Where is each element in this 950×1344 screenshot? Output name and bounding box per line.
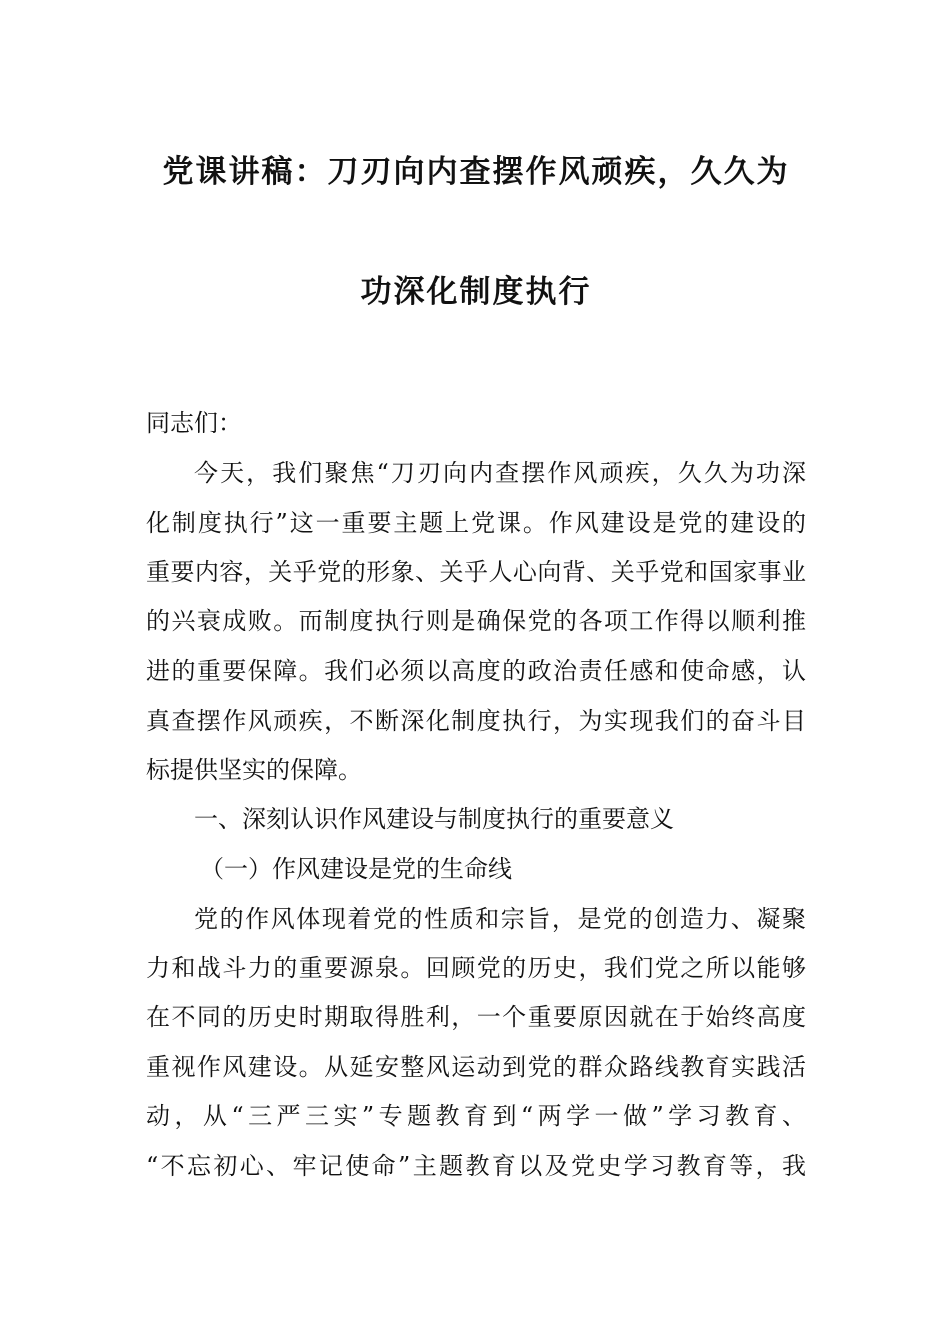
intro-line-2: 化制度执行”这一重要主题上党课。作风建设是党的建设的 [146, 509, 806, 537]
intro-line-7: 标提供坚实的保障。 [146, 756, 362, 784]
intro-line-1: 今天，我们聚焦“刀刃向内查摆作风顽疾，久久为功深 [194, 459, 806, 487]
subsection-heading: （一）作风建设是党的生命线 [200, 855, 512, 883]
intro-line-5: 进的重要保障。我们必须以高度的政治责任感和使命感，认 [146, 657, 806, 685]
body-line-5: 动，从“三严三实”专题教育到“两学一做”学习教育、 [146, 1102, 806, 1130]
document-title-line-1: 党课讲稿：刀刃向内查摆作风顽疾，久久为 [162, 154, 790, 190]
section-heading: 一、深刻认识作风建设与制度执行的重要意义 [194, 805, 674, 833]
body-line-4: 重视作风建设。从延安整风运动到党的群众路线教育实践活 [146, 1053, 806, 1081]
body-line-3: 在不同的历史时期取得胜利，一个重要原因就在于始终高度 [146, 1003, 806, 1031]
document-title-line-2: 功深化制度执行 [360, 274, 592, 310]
intro-line-6: 真查摆作风顽疾，不断深化制度执行，为实现我们的奋斗目 [146, 707, 806, 735]
intro-line-3: 重要内容，关乎党的形象、关乎人心向背、关乎党和国家事业 [146, 558, 806, 586]
salutation: 同志们： [146, 409, 242, 437]
body-line-2: 力和战斗力的重要源泉。回顾党的历史，我们党之所以能够 [146, 954, 806, 982]
body-line-6: “不忘初心、牢记使命”主题教育以及党史学习教育等，我 [146, 1152, 806, 1180]
intro-line-4: 的兴衰成败。而制度执行则是确保党的各项工作得以顺利推 [146, 607, 806, 635]
body-line-1: 党的作风体现着党的性质和宗旨，是党的创造力、凝聚 [194, 905, 806, 933]
